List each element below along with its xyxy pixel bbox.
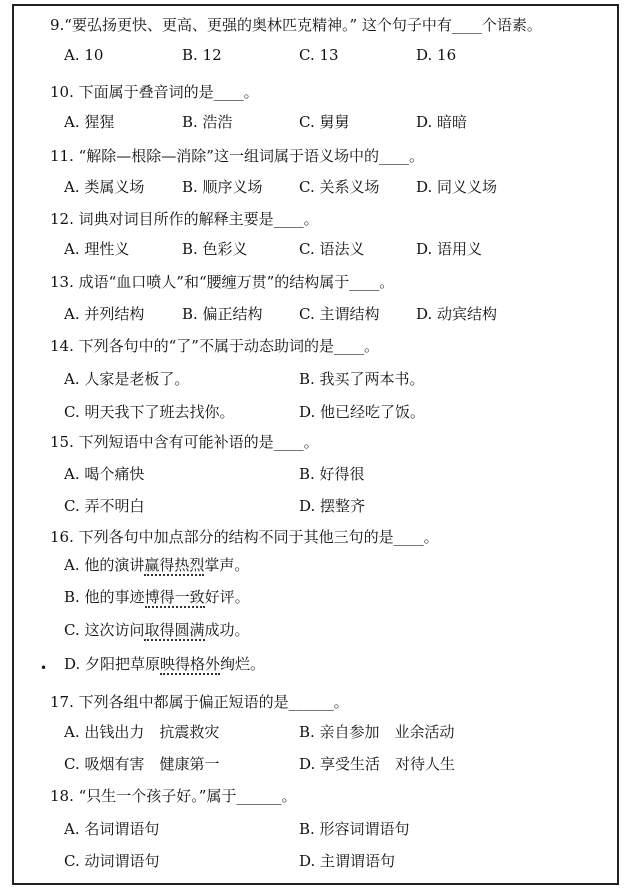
q16-option-d: [64, 653, 265, 674]
q15-option-c: C. 弄不明白: [64, 497, 145, 515]
q18-option-d: D. 主谓谓语句: [299, 852, 396, 870]
q16-b-prefix: B. 他的事迹: [64, 588, 145, 606]
q18-option-b: B. 形容词谓语句: [299, 820, 410, 838]
q16-c-prefix: C. 这次访问: [64, 621, 145, 639]
question-13-stem: 13. 成语“血口喷人”和“腰缠万贯”的结构属于____。: [50, 273, 395, 291]
q11-option-a: A. 类属义场: [64, 178, 145, 196]
q14-option-d: D. 他已经吃了饭。: [299, 403, 426, 421]
q15-option-b: B. 好得很: [299, 465, 365, 483]
q16-option-b: [64, 586, 250, 607]
q16-a-dotted-part: 赢得热烈: [144, 556, 205, 574]
q14-option-c: C. 明天我下了班去找你。: [64, 403, 235, 421]
q10-option-c: C. 舅舅: [299, 113, 350, 131]
q12-option-b: B. 色彩义: [182, 240, 248, 258]
q16-a-suffix: 掌声。: [204, 556, 250, 574]
q14-option-b: B. 我买了两本书。: [299, 370, 425, 388]
q16-b-suffix: 好评。: [204, 588, 250, 606]
stray-dot-mark: •: [40, 661, 48, 675]
q16-d-dotted-part: 映得格外: [160, 655, 221, 673]
q16-c-dotted-part: 取得圆满: [144, 621, 205, 639]
q18-option-a: A. 名词谓语句: [64, 820, 160, 838]
q18-option-c: C. 动词谓语句: [64, 852, 160, 870]
question-18-stem: 18. “只生一个孩子好。”属于______。: [50, 787, 297, 805]
question-17-stem: 17. 下列各组中都属于偏正短语的是______。: [50, 693, 349, 711]
q17-option-a: A. 出钱出力 抗震救灾: [64, 723, 220, 741]
q16-option-c: [64, 619, 250, 640]
q10-option-d: D. 暗暗: [416, 113, 468, 131]
q9-option-c: C. 13: [299, 46, 339, 64]
q13-option-c: C. 主谓结构: [299, 305, 380, 323]
q10-option-b: B. 浩浩: [182, 113, 233, 131]
q11-option-b: B. 顺序义场: [182, 178, 263, 196]
q16-a-prefix: A. 他的演讲: [64, 556, 145, 574]
q17-option-c: C. 吸烟有害 健康第一: [64, 755, 220, 773]
question-15-stem: 15. 下列短语中含有可能补语的是____。: [50, 433, 319, 451]
question-10-stem: 10. 下面属于叠音词的是____。: [50, 83, 259, 101]
q12-option-d: D. 语用义: [416, 240, 483, 258]
q16-c-suffix: 成功。: [204, 621, 250, 639]
q12-option-c: C. 语法义: [299, 240, 365, 258]
q16-d-suffix: 绚烂。: [220, 655, 266, 673]
q13-option-b: B. 偏正结构: [182, 305, 263, 323]
question-16-stem: 16. 下列各句中加点部分的结构不同于其他三句的是____。: [50, 528, 439, 546]
q9-option-a: A. 10: [64, 46, 104, 64]
exam-page: [12, 4, 619, 885]
q11-option-d: D. 同义义场: [416, 178, 498, 196]
q13-option-d: D. 动宾结构: [416, 305, 498, 323]
q10-option-a: A. 猩猩: [64, 113, 115, 131]
question-11-stem: 11. “解除—根除—消除”这一组词属于语义场中的____。: [50, 147, 424, 165]
q9-option-d: D. 16: [416, 46, 457, 64]
question-9-stem: 9.“要弘扬更快、更高、更强的奥林匹克精神。” 这个句子中有____个语素。: [50, 16, 542, 34]
question-14-stem: 14. 下列各句中的“了”不属于动态助词的是____。: [50, 337, 379, 355]
q16-b-dotted-part: 博得一致: [144, 588, 205, 606]
q16-option-a: [64, 554, 249, 575]
q15-option-d: D. 摆整齐: [299, 497, 366, 515]
q12-option-a: A. 理性义: [64, 240, 130, 258]
q14-option-a: A. 人家是老板了。: [64, 370, 190, 388]
q17-option-d: D. 享受生活 对待人生: [299, 755, 456, 773]
q13-option-a: A. 并列结构: [64, 305, 145, 323]
q17-option-b: B. 亲自参加 业余活动: [299, 723, 455, 741]
q15-option-a: A. 喝个痛快: [64, 465, 145, 483]
q9-option-b: B. 12: [182, 46, 222, 64]
question-12-stem: 12. 词典对词目所作的解释主要是____。: [50, 210, 319, 228]
q16-d-prefix: D. 夕阳把草原: [64, 655, 161, 673]
q11-option-c: C. 关系义场: [299, 178, 380, 196]
